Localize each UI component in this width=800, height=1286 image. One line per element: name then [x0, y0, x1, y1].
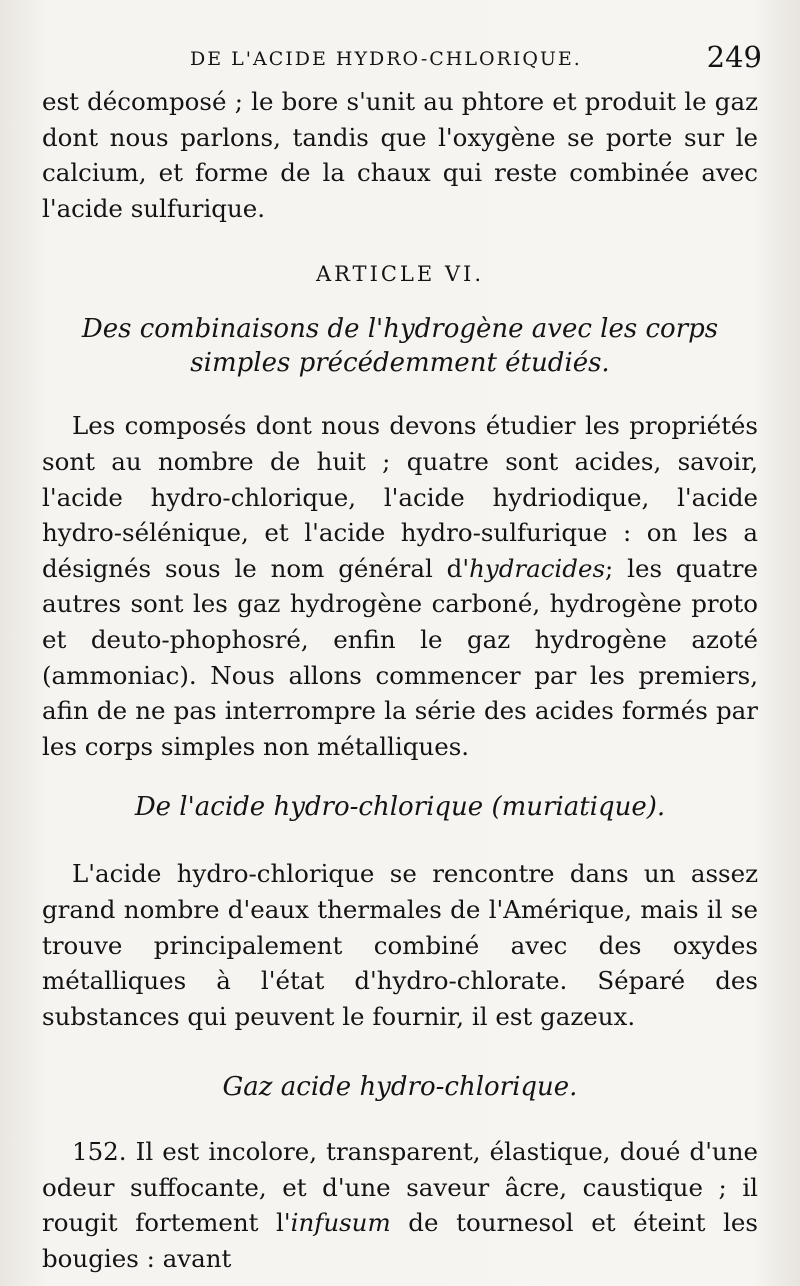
page-number: 249 — [706, 40, 762, 74]
paragraph-occurrence: L'acide hydro-chlorique se rencontre dans un assez grand nombre d'eaux thermales de l'Amérique, mais il se trouve principalement combiné avec des oxydes métalliques à l'état d'hydro-chlorate. Séparé des substances qui peuvent le fournir, il est gazeux. — [42, 859, 758, 1031]
subsection-title-gas: Gaz acide hydro-chlorique. — [222, 1072, 578, 1103]
paragraph-properties-emphasis: infusum — [290, 1208, 391, 1238]
article-heading: ARTICLE VI. — [315, 262, 485, 287]
paragraph-compounds-text-1: Les composés dont nous devons étudier les propriétés sont au nombre de huit ; quatre sont acides, savoir, l'acide hydro-chlorique, l'acide hydriodique, l'acide hydro-sélénique, et l'acide hydro-sulfurique : on les a désignés sous le nom général d' — [42, 411, 758, 583]
paragraph-properties — [42, 1134, 758, 1276]
paragraph-compounds — [42, 408, 758, 764]
paragraph-compounds-emphasis: hydracides — [469, 553, 606, 583]
section-title — [42, 312, 758, 380]
paragraph-properties-text-2: de tournesol et éteint les bougies : avant — [42, 1208, 759, 1274]
page-header — [0, 40, 800, 80]
intro-paragraph: est décomposé ; le bore s'unit au phtore et produit le gaz dont nous parlons, tandis que l'oxygène se porte sur le calcium, et forme de la chaux qui reste combinée avec l'acide sulfurique. — [42, 87, 758, 223]
page-body — [42, 84, 758, 1277]
subsection-title-acid: De l'acide hydro-chlorique (muriatique). — [134, 792, 666, 823]
section-title-line-2: simples précédemment étudiés. — [190, 348, 610, 379]
running-head: DE L'ACIDE HYDRO-CHLORIQUE. — [190, 48, 582, 70]
paragraph-compounds-text-2: ; les quatre autres sont les gaz hydrogène carboné, hydrogène proto et deuto-phophosré, enfin le gaz hydrogène azoté (ammoniac). Nous allons commencer par les premiers, afin de ne pas interrompre la série des acides formés par les corps simples non métalliques. — [42, 553, 758, 761]
paragraph-properties-text-1: 152. Il est incolore, transparent, élastique, doué d'une odeur suffocante, et d'une saveur âcre, caustique ; il rougit fortement l' — [42, 1137, 758, 1238]
section-title-line-1: Des combinaisons de l'hydrogène avec les corps — [81, 314, 719, 345]
